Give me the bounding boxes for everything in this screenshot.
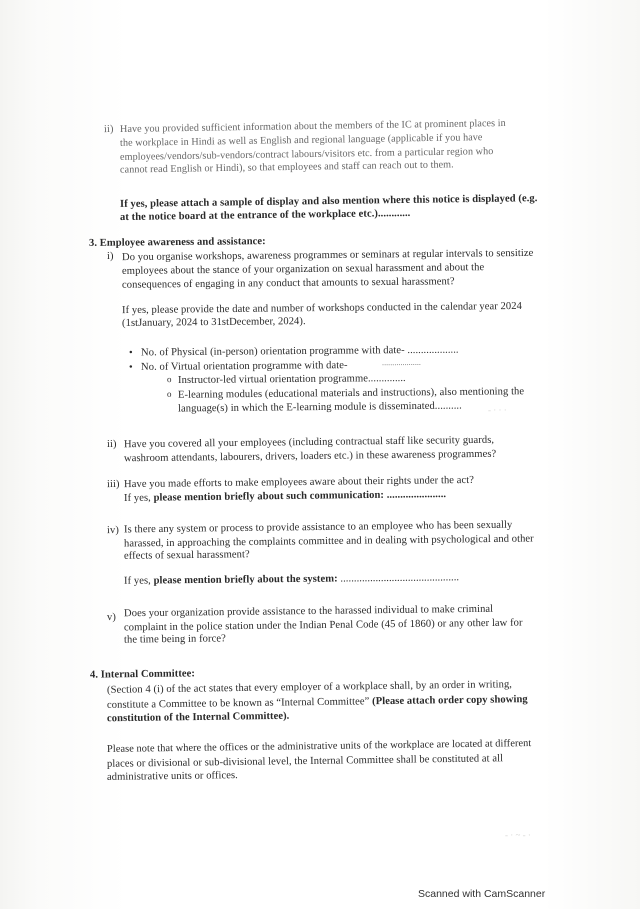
item-2ii-line-1: Have you provided sufficient information about the members of the IC at prominent places in xyxy=(119,117,506,136)
item-3iv-line-3: effects of sexual harassment? xyxy=(123,549,250,562)
item-3i-line-3: consequences of engaging in any conduct that amounts to sexual harassment? xyxy=(121,276,455,291)
item-2ii-line-2: the workplace in Hindi as well as English and regional language (applicable if you have xyxy=(119,132,483,149)
item-3iv-prefix: If yes, xyxy=(123,575,151,587)
item-3i-line-2: employees about the stance of your organization on sexual harassment and about the xyxy=(121,262,485,277)
item-3ii-line-2: washroom attendants, labourers, drivers, loaders etc.) in these awareness programmes? xyxy=(123,448,497,465)
item-3v-line-1: Does your organization provide assistance to the harassed individual to make criminal xyxy=(123,603,494,620)
item-3iv-answer xyxy=(124,571,459,588)
item-3i-followup-2: (1stJanuary, 2024 to 31stDecember, 2024). xyxy=(121,316,306,329)
item-3v-line-2: complaint in the police station under the Indian Penal Code (45 of 1860) or any other law for xyxy=(123,617,523,634)
bullet-virtual-orientation-dots: ................... xyxy=(381,357,421,368)
item-3ii-label: ii) xyxy=(106,438,117,451)
sub-bullet-instructor-led: o Instructor-led virtual orientation programme.............. xyxy=(178,372,406,387)
item-3v-line-3: the time being in force? xyxy=(123,633,226,646)
item-2ii-line-3: employees/vendors/sub-vendors/contract labours/visitors etc. from a particular region who xyxy=(119,146,494,163)
bullet-physical-orientation: • No. of Physical (in-person) orientation programme with date- ................... xyxy=(141,344,459,360)
item-2ii-line-4: cannot read English or Hindi), so that employees and staff can reach out to them. xyxy=(119,159,454,176)
item-3iv-line-2: harassed, in approaching the complaints committee and in dealing with psychological and other xyxy=(123,533,534,550)
scanner-watermark: Scanned with CamScanner xyxy=(418,888,546,900)
section-4-note-1: Please note that where the offices or the administrative units of the workplace are located at different xyxy=(106,738,532,755)
item-3iii-line-1: Have you made efforts to make employees aware about their rights under the act? xyxy=(123,474,475,491)
item-3v-label: v) xyxy=(106,611,117,624)
section-4-heading: 4. Internal Committee: xyxy=(89,668,196,681)
bleed-through-mark-2: - · ~ - · xyxy=(505,830,531,840)
item-3iii-bold: please mention briefly about such communication: xyxy=(153,489,385,504)
sub-bullet-e-learning: o E-learning modules (educational materials and instructions), also mentioning the xyxy=(178,385,524,402)
item-3i-line-1: Do you organise workshops, awareness programmes or seminars at regular intervals to sensitize xyxy=(121,247,534,264)
bleed-through-mark: - · · · xyxy=(488,405,507,415)
item-3iv-dots: ............................................ xyxy=(340,572,460,585)
section-3-heading: 3. Employee awareness and assistance: xyxy=(88,236,266,249)
sub-bullet-e-learning-cont: language(s) in which the E-learning module is disseminated.......... xyxy=(177,400,462,415)
section-4-line-3: constitution of the Internal Committee). xyxy=(106,710,290,725)
item-3iv-label: iv) xyxy=(106,524,119,537)
section-4-line-2-bold: (Please attach order copy showing xyxy=(372,694,528,708)
item-2ii-instruction-1: If yes, please attach a sample of display and also mention where this notice is displayed (e.g. xyxy=(119,193,538,210)
item-3iii-line-2 xyxy=(124,488,446,505)
item-3i-label: i) xyxy=(106,250,114,263)
section-4-line-1: (Section 4 (i) of the act states that every employer of a workplace shall, by an order in writing, xyxy=(106,679,513,696)
item-3iii-dots: ...................... xyxy=(386,489,447,501)
item-3iv-bold: please mention briefly about the system: xyxy=(153,573,338,587)
item-3iii-prefix: If yes, xyxy=(123,492,151,504)
section-4-note-2: places or divisional or sub-divisional level, the Internal Committee shall be constituted at all xyxy=(106,753,504,770)
item-3iv-line-1: Is there any system or process to provide assistance to an employee who has been sexually xyxy=(123,519,513,536)
item-2ii-instruction-2: at the notice board at the entrance of the workplace etc.)............ xyxy=(119,207,411,224)
item-3iii-label: iii) xyxy=(106,478,120,491)
section-4-line-2-normal: constitute a Committee to be known as “Internal Committee” xyxy=(106,696,370,711)
item-3i-followup-1: If yes, please provide the date and number of workshops conducted in the calendar year 2024 xyxy=(121,300,522,317)
section-4-note-3: administrative units or offices. xyxy=(106,770,238,783)
item-2ii-label: ii) xyxy=(103,123,114,136)
bullet-virtual-orientation: • No. of Virtual orientation programme with date- xyxy=(141,359,348,374)
item-3ii-line-1: Have you covered all your employees (including contractual staff like security guards, xyxy=(123,434,495,451)
